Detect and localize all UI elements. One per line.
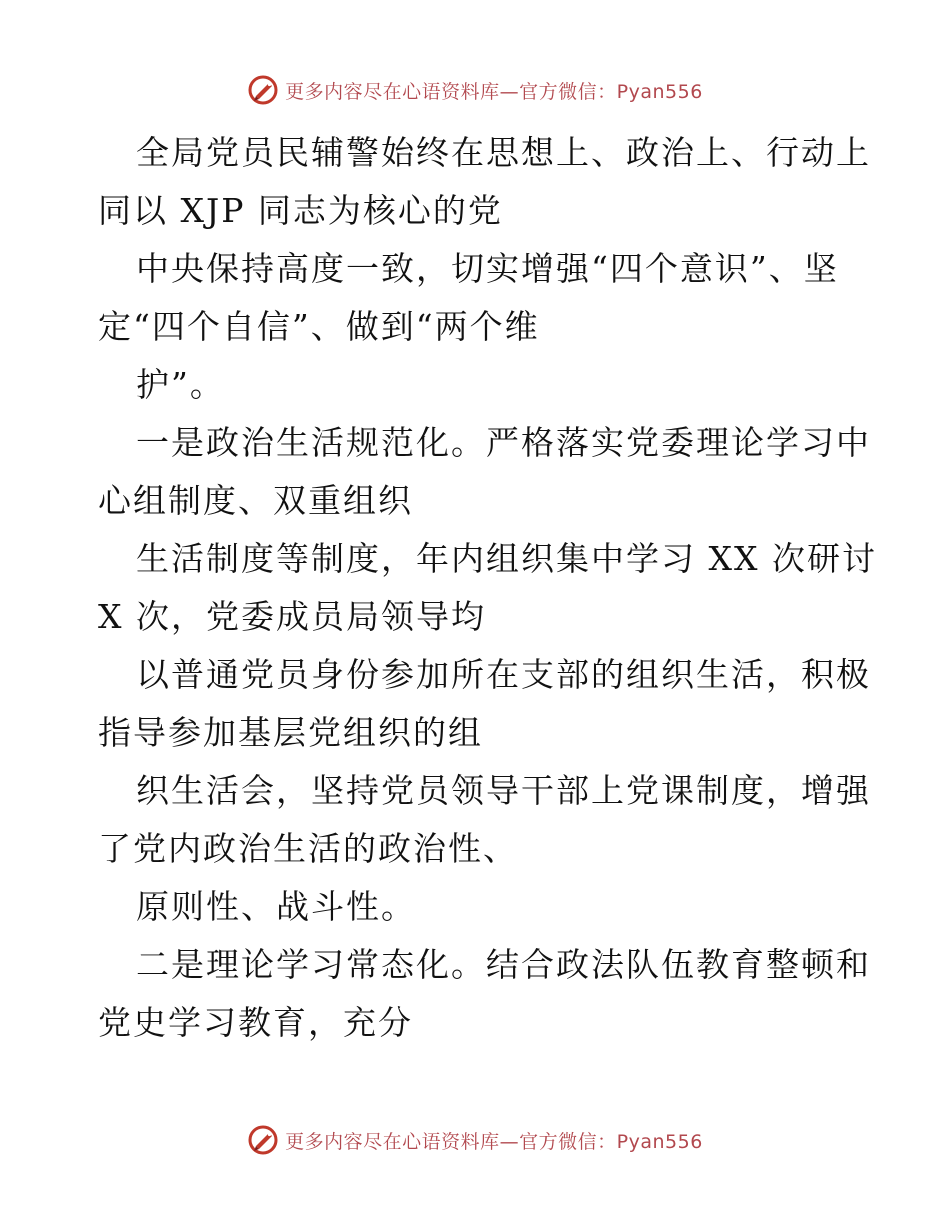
document-body (98, 124, 877, 1052)
paragraph-line: 中央保持高度一致，切实增强“四个意识”、坚 (136, 249, 839, 288)
paragraph-line: X 次，党委成员局领导均 (98, 597, 486, 636)
header-banner-content (247, 74, 703, 106)
paragraph-line: 心组制度、双重组织 (98, 481, 413, 520)
header-banner-text: 更多内容尽在心语资料库—官方微信：Pyan556 (285, 80, 703, 103)
header-banner (0, 70, 950, 110)
paragraph-line: 护”。 (136, 365, 225, 404)
paragraph-line: 同以 XJP 同志为核心的党 (98, 191, 503, 230)
paragraph-line: 了党内政治生活的政治性、 (98, 829, 518, 868)
paragraph-line: 全局党员民辅警始终在思想上、政治上、行动上 (136, 133, 871, 172)
brand-logo-icon (247, 1124, 279, 1156)
paragraph-line: 指导参加基层党组织的组 (98, 713, 483, 752)
paragraph-line: 二是理论学习常态化。结合政法队伍教育整顿和 (136, 945, 871, 984)
paragraph-line: 织生活会，坚持党员领导干部上党课制度，增强 (136, 771, 871, 810)
paragraph-line: 定“四个自信”、做到“两个维 (98, 307, 540, 346)
paragraph-line: 党史学习教育，充分 (98, 1003, 413, 1042)
paragraph-line: 生活制度等制度，年内组织集中学习 XX 次研讨 (136, 539, 877, 578)
footer-banner-content (247, 1124, 703, 1156)
paragraph-line: 以普通党员身份参加所在支部的组织生活，积极 (136, 655, 871, 694)
footer-banner (0, 1120, 950, 1160)
footer-banner-text: 更多内容尽在心语资料库—官方微信：Pyan556 (285, 1130, 703, 1153)
paragraph-line: 原则性、战斗性。 (136, 887, 416, 926)
brand-logo-icon (247, 74, 279, 106)
paragraph-line: 一是政治生活规范化。严格落实党委理论学习中 (136, 423, 871, 462)
